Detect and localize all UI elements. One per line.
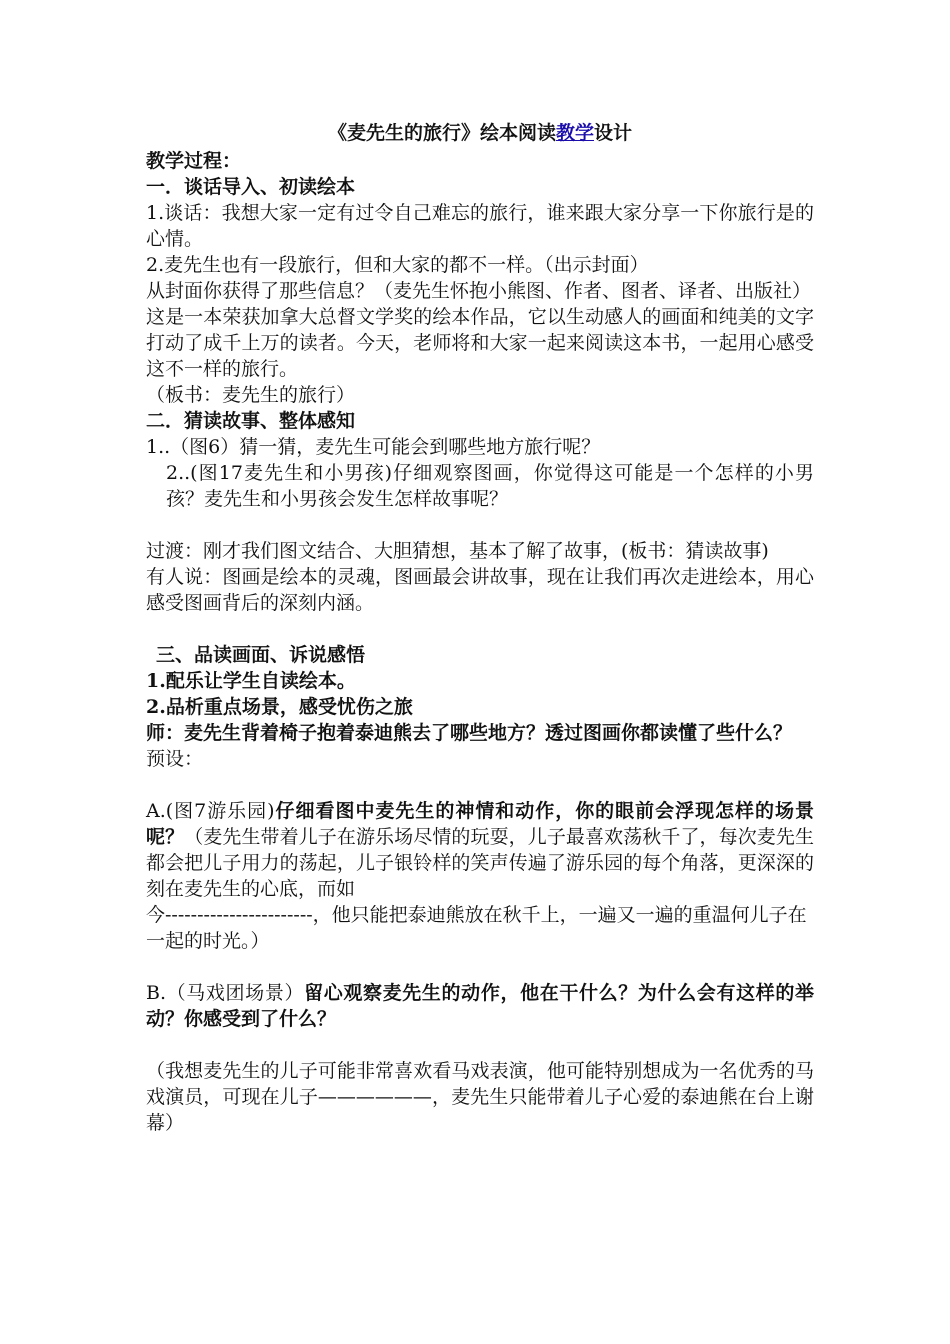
scene-a-continuation: 今-----------------------，他只能把泰迪熊放在秋千上，一遍又一遍的重温何儿子在一起的时光。）	[146, 904, 807, 952]
section-1-heading: 一．谈话导入、初读绘本	[146, 176, 356, 198]
section-2-paragraph: 过渡：刚才我们图文结合、大胆猜想，基本了解了故事，(板书：猜读故事)	[146, 540, 769, 562]
section-3-heading: 三、品读画面、诉说感悟	[156, 644, 366, 666]
document-title	[146, 120, 814, 146]
section-1-paragraph: （板书：麦先生的旅行）	[146, 384, 356, 406]
title-link-jiaoxue[interactable]: 教学	[555, 122, 594, 144]
section-3-preset-label: 预设：	[146, 748, 204, 770]
scene-b-label: B.（马戏团场景）	[146, 982, 305, 1004]
section-1-paragraph: 2.麦先生也有一段旅行，但和大家的都不一样。（出示封面）	[146, 254, 649, 276]
spacer	[146, 1032, 814, 1058]
section-1-paragraph: 这是一本荣获加拿大总督文学奖的绘本作品，它以生动感人的画面和纯美的文字打动了成千上万的读者。今天，老师将和大家一起来阅读这本书，一起用心感受这不一样的旅行。	[146, 306, 814, 380]
section-1-paragraph: 1.谈话：我想大家一定有过令自己难忘的旅行，谁来跟大家分享一下你旅行是的心情。	[146, 202, 814, 250]
scene-a-question: 仔细看图中麦先生的神情和动作，你的眼前会浮现怎样的场景呢？	[146, 800, 814, 848]
section-2-paragraph: 1..（图6）猜一猜，麦先生可能会到哪些地方旅行呢？	[146, 436, 601, 458]
document-page	[146, 120, 814, 1136]
section-1-paragraph: 从封面你获得了那些信息？（麦先生怀抱小熊图、作者、图者、译者、出版社）	[146, 280, 812, 302]
scene-b-paragraph	[146, 980, 814, 1032]
section-3-teacher-question: 师：麦先生背着椅子抱着泰迪熊去了哪些地方？透过图画你都读懂了些什么？	[146, 722, 793, 744]
title-text-start: 《麦先生的旅行》绘本阅读	[327, 122, 556, 144]
scene-a-paragraph	[146, 798, 814, 902]
spacer	[146, 512, 814, 538]
scene-b-answer: （我想麦先生的儿子可能非常喜欢看马戏表演，他可能特别想成为一名优秀的马戏演员，可现在儿子——————，麦先生只能带着儿子心爱的泰迪熊在台上谢幕）	[146, 1060, 814, 1134]
scene-a-label: A.(图7游乐园)	[146, 800, 275, 822]
spacer	[146, 772, 814, 798]
process-label: 教学过程：	[146, 150, 242, 172]
spacer	[146, 954, 814, 980]
scene-b-question: 留心观察麦先生的动作，他在干什么？为什么会有这样的举动？你感受到了什么？	[146, 982, 814, 1030]
spacer	[146, 616, 814, 642]
section-3-item: 1.配乐让学生自读绘本。	[146, 670, 356, 692]
scene-a-answer: （麦先生带着儿子在游乐场尽情的玩耍，儿子最喜欢荡秋千了，每次麦先生都会把儿子用力的荡起，儿子银铃样的笑声传遍了游乐园的每个角落，更深深的刻在麦先生的心底，而如	[146, 826, 814, 900]
section-2-heading: 二．猜读故事、整体感知	[146, 410, 356, 432]
title-text-end: 设计	[594, 122, 633, 144]
section-2-paragraph: 2..(图17麦先生和小男孩)仔细观察图画，你觉得这可能是一个怎样的小男孩？麦先生和小男孩会发生怎样故事呢？	[166, 462, 814, 510]
section-2-paragraph: 有人说：图画是绘本的灵魂，图画最会讲故事，现在让我们再次走进绘本，用心感受图画背后的深刻内涵。	[146, 566, 814, 614]
section-3-item: 2.品析重点场景，感受忧伤之旅	[146, 696, 413, 718]
